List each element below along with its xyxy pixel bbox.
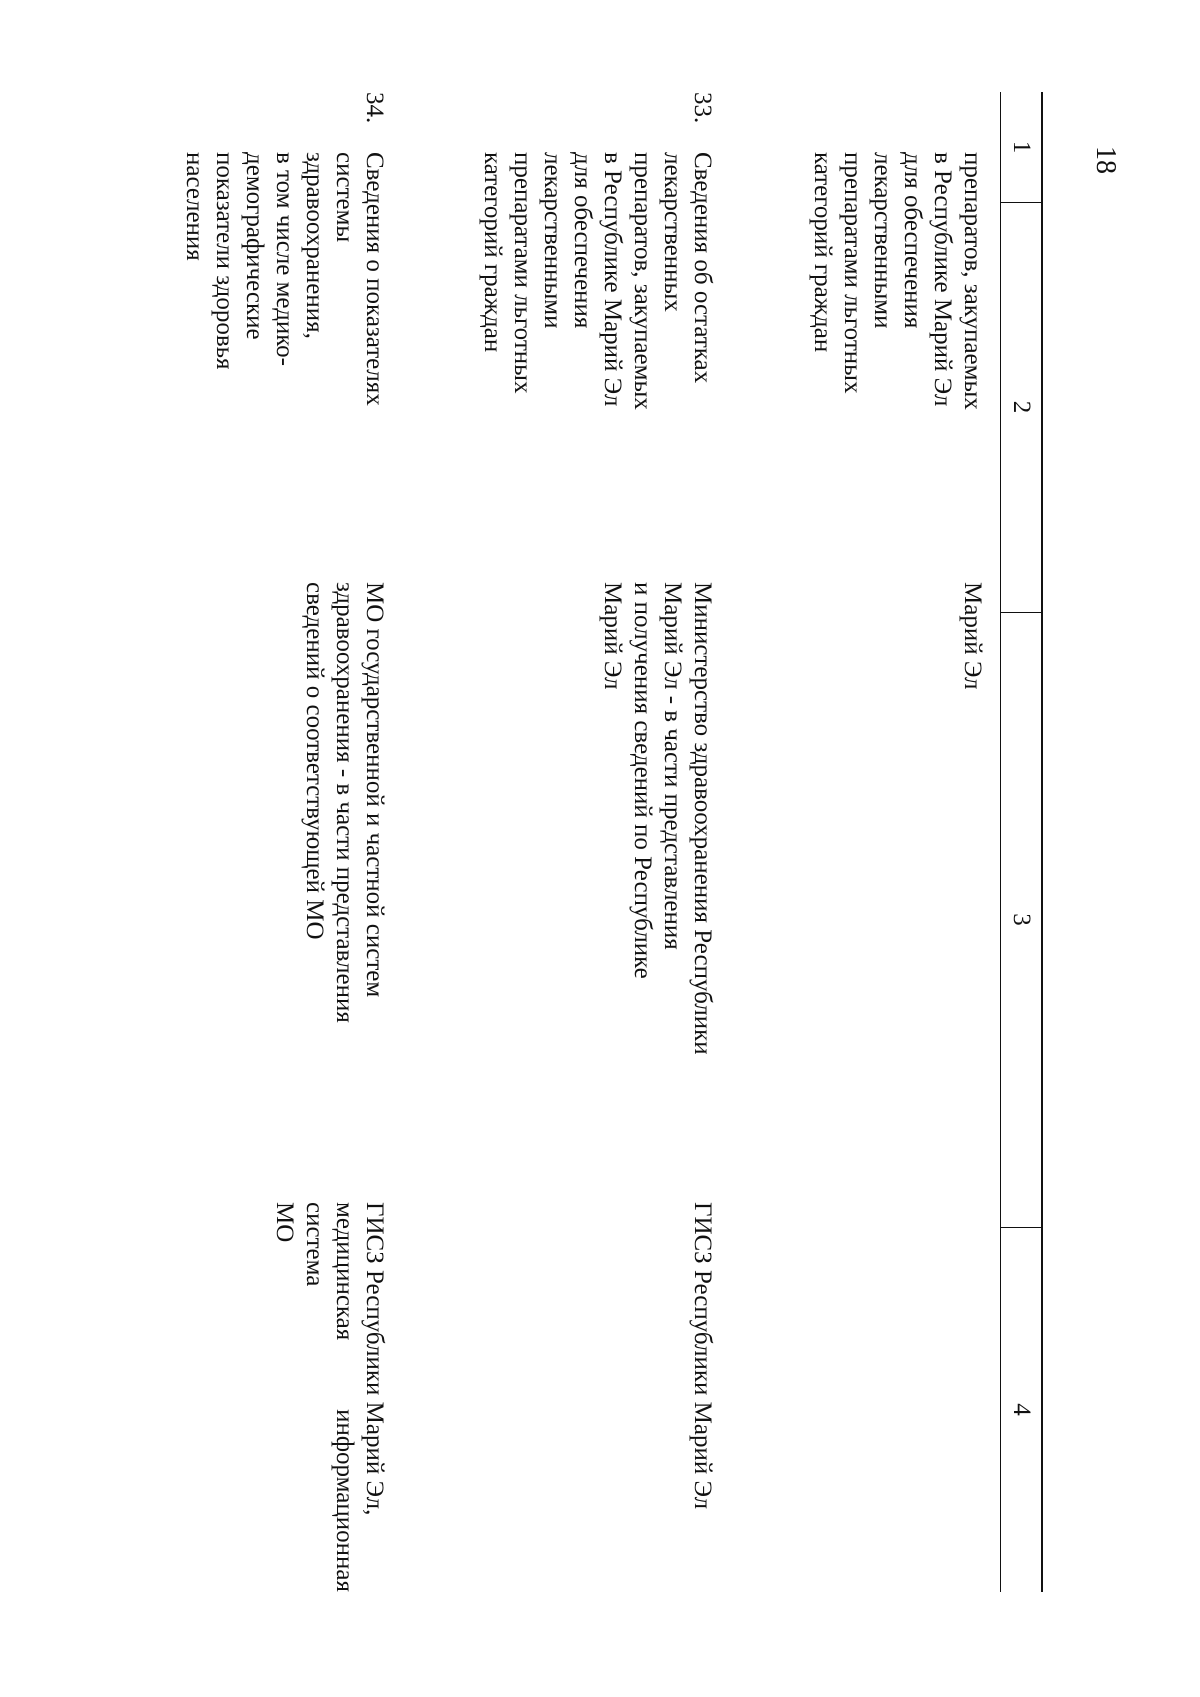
system-cell: [269, 1202, 389, 1592]
cell-line: в том числе медико-: [271, 152, 298, 367]
cell-line: Марий Эл - в части представления: [659, 582, 686, 950]
document-table: [181, 92, 1043, 1652]
header-col-1: 1: [1008, 140, 1035, 154]
page-number: 18: [1090, 146, 1121, 174]
cell-line: категорий граждан: [479, 152, 506, 353]
cell-line: системы: [331, 152, 358, 243]
cell-line: препаратов, закупаемых: [959, 152, 986, 410]
header-col-2: 2: [1008, 400, 1035, 414]
row-number: 33.: [689, 92, 716, 124]
cell-line: МО: [271, 1202, 298, 1243]
cell-line: Сведения о показателях: [361, 152, 388, 406]
cell-line: Марий Эл: [599, 582, 626, 690]
cell-line: Марий Эл: [959, 582, 986, 690]
data-category-cell: [807, 152, 987, 552]
row-number: 34.: [361, 92, 388, 124]
cell-line: ГИСЗ Республики Марий Эл,: [361, 1202, 388, 1516]
provider-cell: [299, 582, 389, 1192]
cell-line: лекарственными: [539, 152, 566, 329]
cell-line: для обеспечения: [569, 152, 596, 329]
cell-line: и получения сведений по Республике: [629, 582, 656, 979]
cell-line: препаратами льготных: [839, 152, 866, 394]
data-category-cell: [179, 152, 389, 552]
cell-line: препаратами льготных: [509, 152, 536, 394]
cell-line: для обеспечения: [899, 152, 926, 329]
cell-line: в Республике Марий Эл: [929, 152, 956, 407]
cell-line: категорий граждан: [809, 152, 836, 353]
cell-line: здравоохранения - в части представления: [331, 582, 358, 1023]
header-col-3: 3: [1008, 913, 1035, 926]
cell-line: ГИСЗ Республики Марий Эл: [689, 1202, 716, 1510]
provider-cell: [957, 582, 987, 1192]
cell-line: Министерство здравоохранения Республики: [689, 582, 716, 1055]
cell-line: в Республике Марий Эл: [599, 152, 626, 407]
data-category-cell: [477, 152, 717, 552]
cell-line: здравоохранения,: [301, 152, 328, 339]
cell-line: лекарственными: [869, 152, 896, 329]
header-col-4: 4: [1008, 1403, 1035, 1416]
cell-line: препаратов, закупаемых: [629, 152, 656, 410]
cell-line: Сведения об остатках: [689, 152, 716, 384]
cell-line: показатели здоровья: [211, 152, 238, 370]
cell-line: МО государственной и частной систем: [361, 582, 388, 998]
cell-line: лекарственных: [659, 152, 686, 312]
cell-line: демографические: [241, 152, 268, 340]
table-header: [1000, 92, 1043, 1592]
provider-cell: [597, 582, 717, 1192]
cell-line: населения: [181, 152, 208, 261]
system-cell: [687, 1202, 717, 1592]
cell-line: сведений о соответствующей МО: [301, 582, 328, 940]
cell-line: медицинская информационная система: [301, 1202, 358, 1592]
